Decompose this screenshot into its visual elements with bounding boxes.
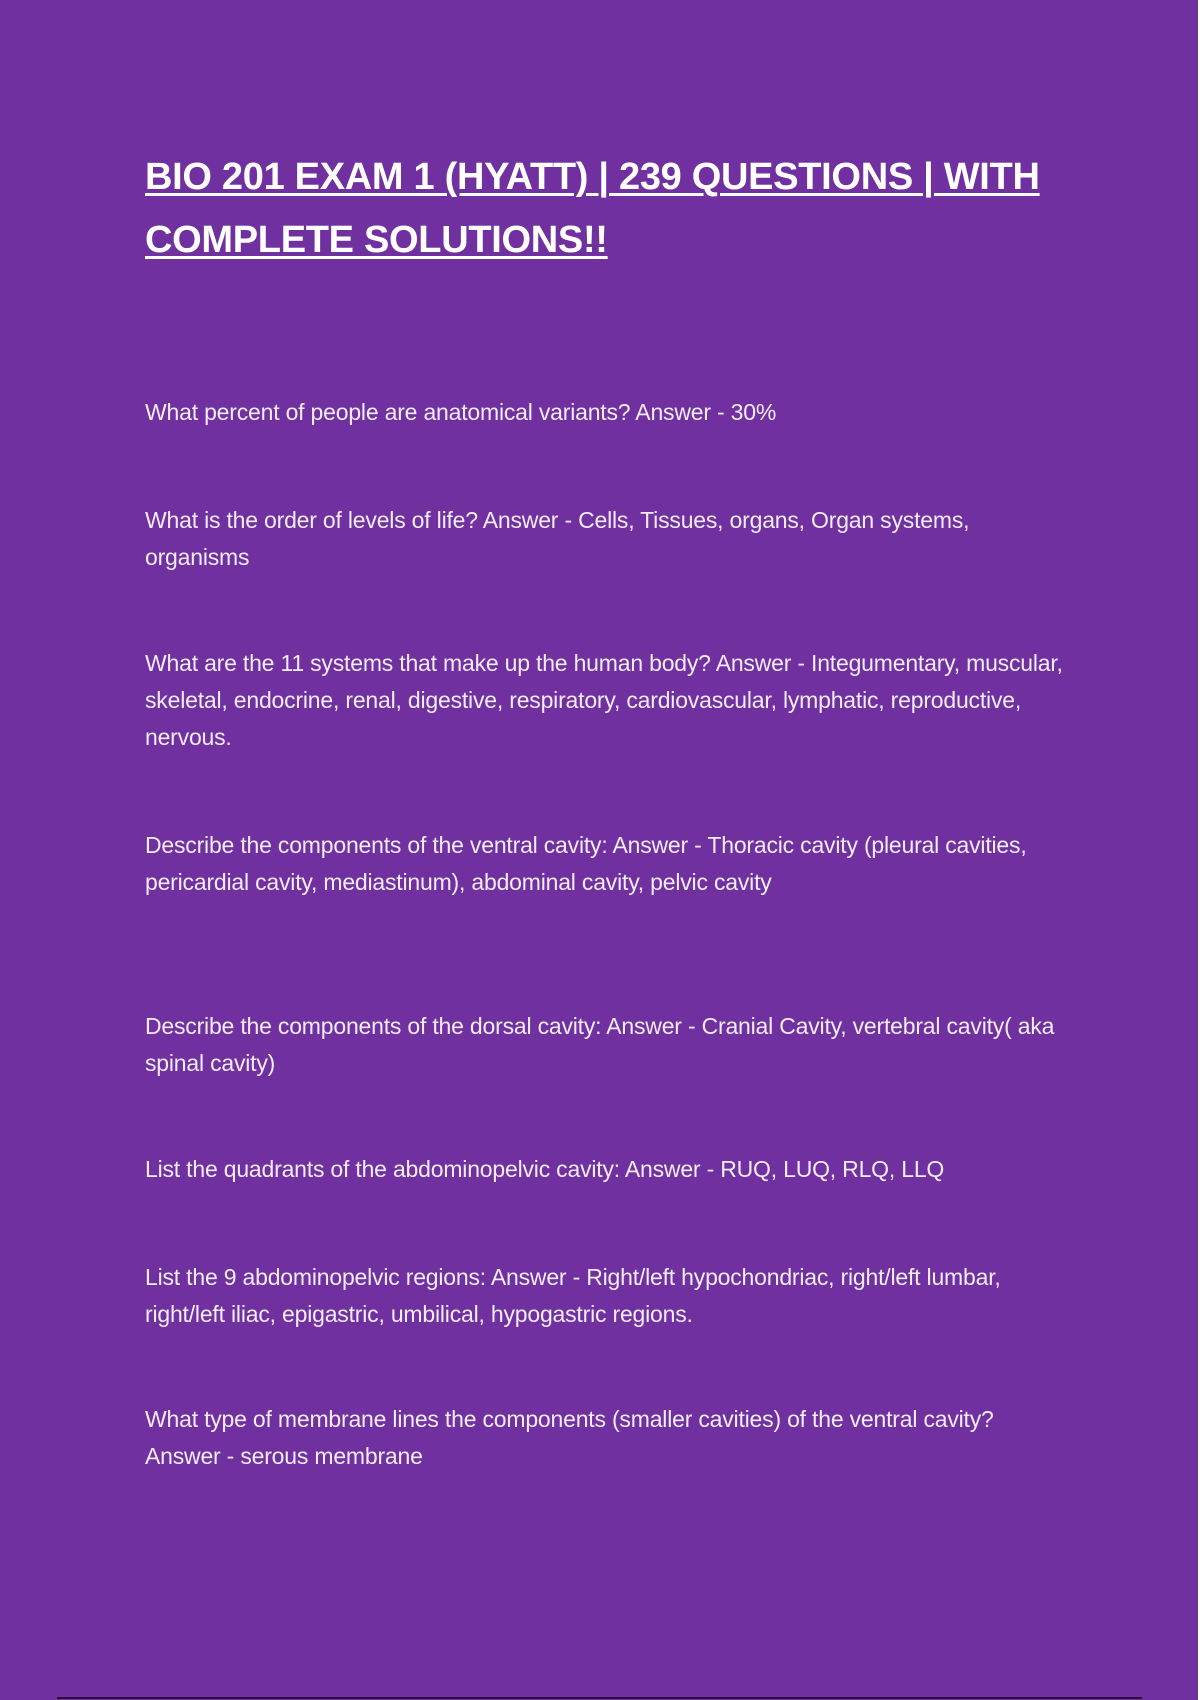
question-answer-8: What type of membrane lines the components (smaller cavities) of the ventral cavity? Answer - serous membrane: [145, 1406, 994, 1469]
footer-divider: [57, 1697, 1142, 1699]
question-answer-1: What percent of people are anatomical variants? Answer - 30%: [145, 399, 777, 425]
question-answer-3: What are the 11 systems that make up the human body? Answer - Integumentary, muscular, skeletal, endocrine, renal, digestive, respiratory, cardiovascular, lymphatic, reproductive, nervous.: [145, 650, 1063, 750]
document-title: BIO 201 EXAM 1 (HYATT) | 239 QUESTIONS | WITH COMPLETE SOLUTIONS!!: [145, 156, 1040, 261]
question-answer-2: What is the order of levels of life? Answer - Cells, Tissues, organs, Organ systems, organisms: [145, 507, 970, 570]
question-answer-4: Describe the components of the ventral cavity: Answer - Thoracic cavity (pleural cavities, pericardial cavity, mediastinum), abdominal cavity, pelvic cavity: [145, 832, 1027, 895]
question-answer-5: Describe the components of the dorsal cavity: Answer - Cranial Cavity, vertebral cavity( aka spinal cavity): [145, 1013, 1055, 1076]
question-answer-6: List the quadrants of the abdominopelvic cavity: Answer - RUQ, LUQ, RLQ, LLQ: [145, 1156, 945, 1182]
question-answer-7: List the 9 abdominopelvic regions: Answer - Right/left hypochondriac, right/left lumbar, right/left iliac, epigastric, umbilical, hypogastric regions.: [145, 1264, 1001, 1327]
